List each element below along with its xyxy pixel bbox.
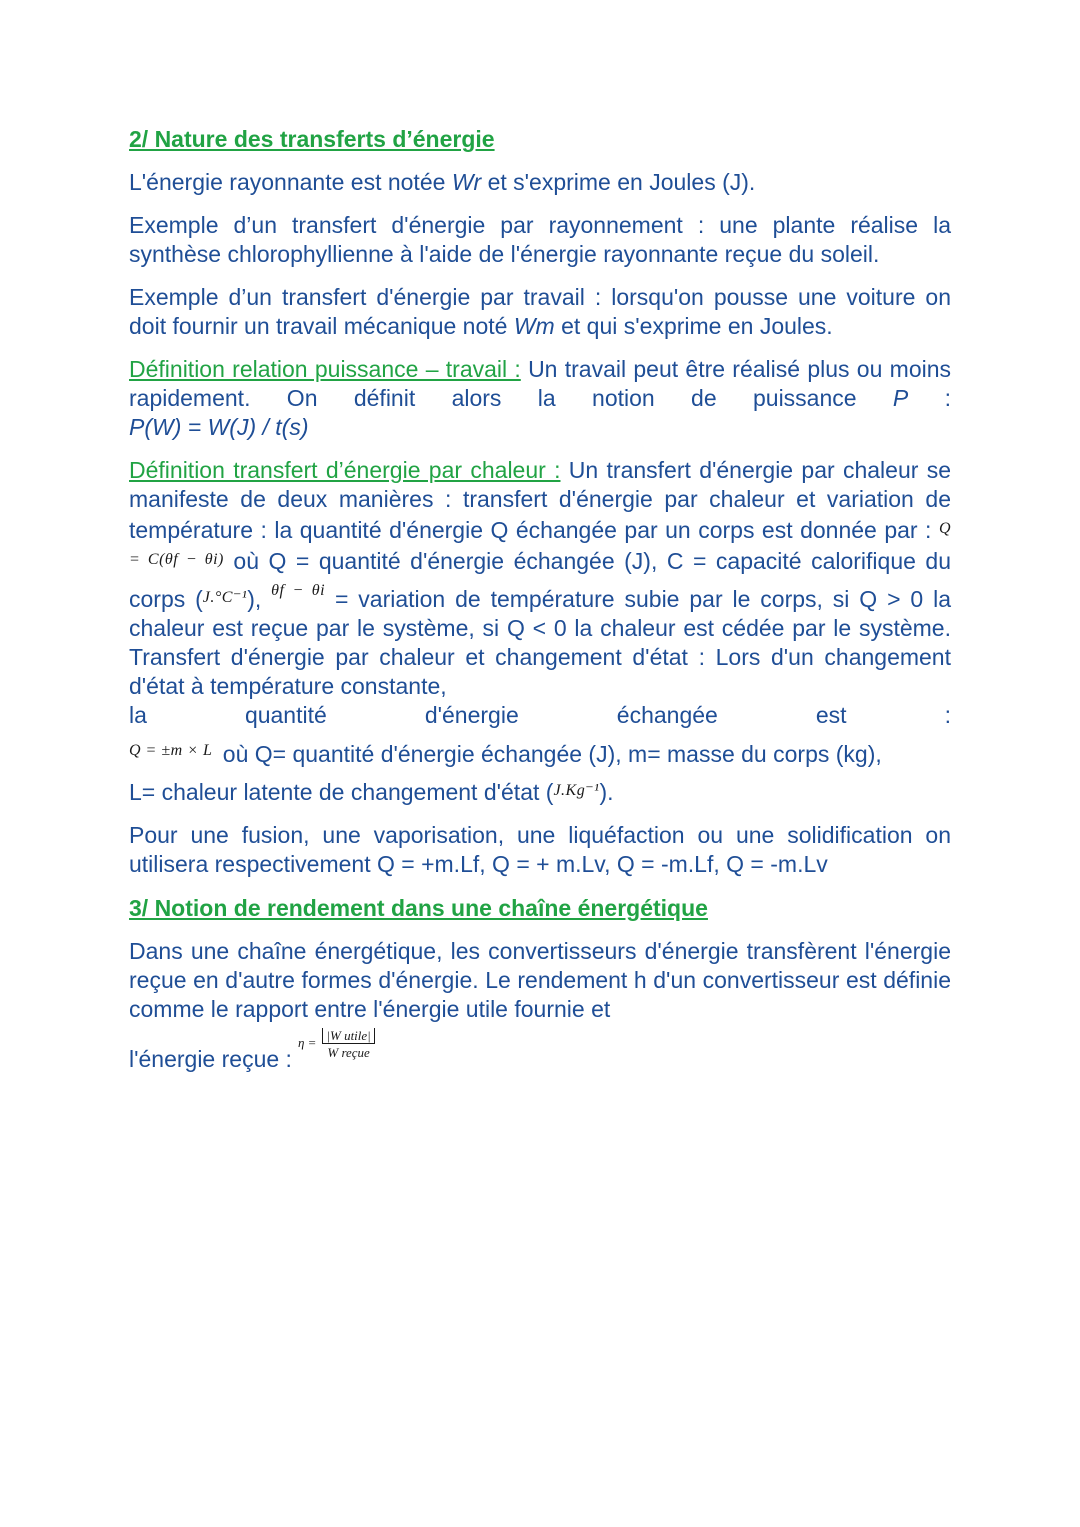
word: est: [815, 702, 847, 728]
section-3-title: 3/ Notion de rendement dans une chaîne énergétique: [129, 895, 708, 921]
paragraph-work-example: [129, 283, 951, 341]
definition-term-power: Définition relation puissance – travail :: [129, 356, 521, 382]
variable-p: P: [892, 385, 909, 411]
unit-latent-heat: J.Kg⁻¹: [553, 782, 600, 799]
temperature-variation: θf − θi: [271, 582, 326, 599]
text: Un transfert d'énergie par chaleur se manifeste de deux manières : transfert d'énergie par chaleur et variation de température : la quantité d'énergie Q échangée par un corps est donnée par :: [129, 457, 951, 543]
power-formula: P(W) = W(J) / t(s): [129, 414, 309, 440]
text: et s'exprime en Joules (J).: [481, 169, 756, 195]
variable-wm: Wm: [513, 313, 555, 339]
section-2-title: 2/ Nature des transferts d’énergie: [129, 126, 495, 152]
text: l'énergie reçue :: [129, 1046, 292, 1072]
word: quantité: [244, 702, 327, 728]
variable-wr: Wr: [451, 169, 482, 195]
paragraph-radiant-energy: [129, 168, 951, 197]
word: d'énergie: [424, 702, 519, 728]
latent-heat-unit-line: [129, 776, 951, 807]
eta-symbol: η =: [297, 1035, 317, 1050]
text: :: [908, 385, 951, 411]
formula-latent-heat: Q = ±m × L: [129, 742, 213, 759]
document-content: [129, 124, 951, 1088]
text: ),: [247, 586, 272, 612]
unit-heat-capacity: J.°C⁻¹: [202, 589, 248, 606]
word: la: [129, 702, 147, 728]
formula-heat-capacity: Q = C(θf − θi): [129, 520, 951, 568]
text: où Q= quantité d'énergie échangée (J), m= masse du corps (kg),: [216, 741, 882, 767]
text: L'énergie rayonnante est notée: [129, 169, 452, 195]
power-formula-line: [129, 413, 951, 442]
text: L= chaleur latente de changement d'état (: [129, 779, 554, 805]
word: :: [944, 702, 951, 728]
paragraph-heat-definition: [129, 456, 951, 701]
paragraph-radiation-example: Exemple d’un transfert d'énergie par rayonnement : une plante réalise la synthèse chlorophyllienne à l'aide de l'énergie rayonnante reçue du soleil.: [129, 212, 951, 267]
definition-term-heat: Définition transfert d’énergie par chaleur :: [129, 457, 561, 483]
text: Un travail peut être réalisé plus ou moins rapidement. On définit alors la notion de puissance: [129, 356, 952, 411]
spread-line: [129, 701, 951, 730]
efficiency-formula-line: [129, 1028, 951, 1074]
text: = variation de température subie par le corps, si Q > 0 la chaleur est reçue par le système, si Q < 0 la chaleur est cédée par le système. Transfert d'énergie par chaleur et changement d'état : Lors d'un changement d'état à température constante,: [129, 586, 951, 699]
text: ).: [599, 779, 614, 805]
word: échangée: [616, 702, 718, 728]
text: Exemple d’un transfert d'énergie par travail : lorsqu'on pousse une voiture on doit fournir un travail mécanique noté: [129, 284, 951, 339]
text: et qui s'exprime en Joules.: [554, 313, 833, 339]
paragraph-power-definition: [129, 355, 951, 413]
fraction-numerator: |W utile|: [322, 1028, 374, 1044]
fraction-denominator: W reçue: [327, 1045, 370, 1060]
text: où Q = quantité d'énergie échangée (J), C = capacité calorifique du corps (: [129, 548, 951, 612]
paragraph-efficiency: Dans une chaîne énergétique, les convertisseurs d'énergie transfèrent l'énergie reçue en d'autre formes d'énergie. Le rendement h d'un convertisseur est définie comme le rapport entre l'énergie utile fournie et: [129, 938, 951, 1022]
paragraph-phase-changes: Pour une fusion, une vaporisation, une liquéfaction ou une solidification on utilisera respectivement Q = +m.Lf, Q = + m.Lv, Q = -m.Lf, Q = -m.Lv: [129, 822, 951, 877]
efficiency-fraction: [322, 1028, 374, 1060]
latent-heat-line: [129, 736, 951, 769]
